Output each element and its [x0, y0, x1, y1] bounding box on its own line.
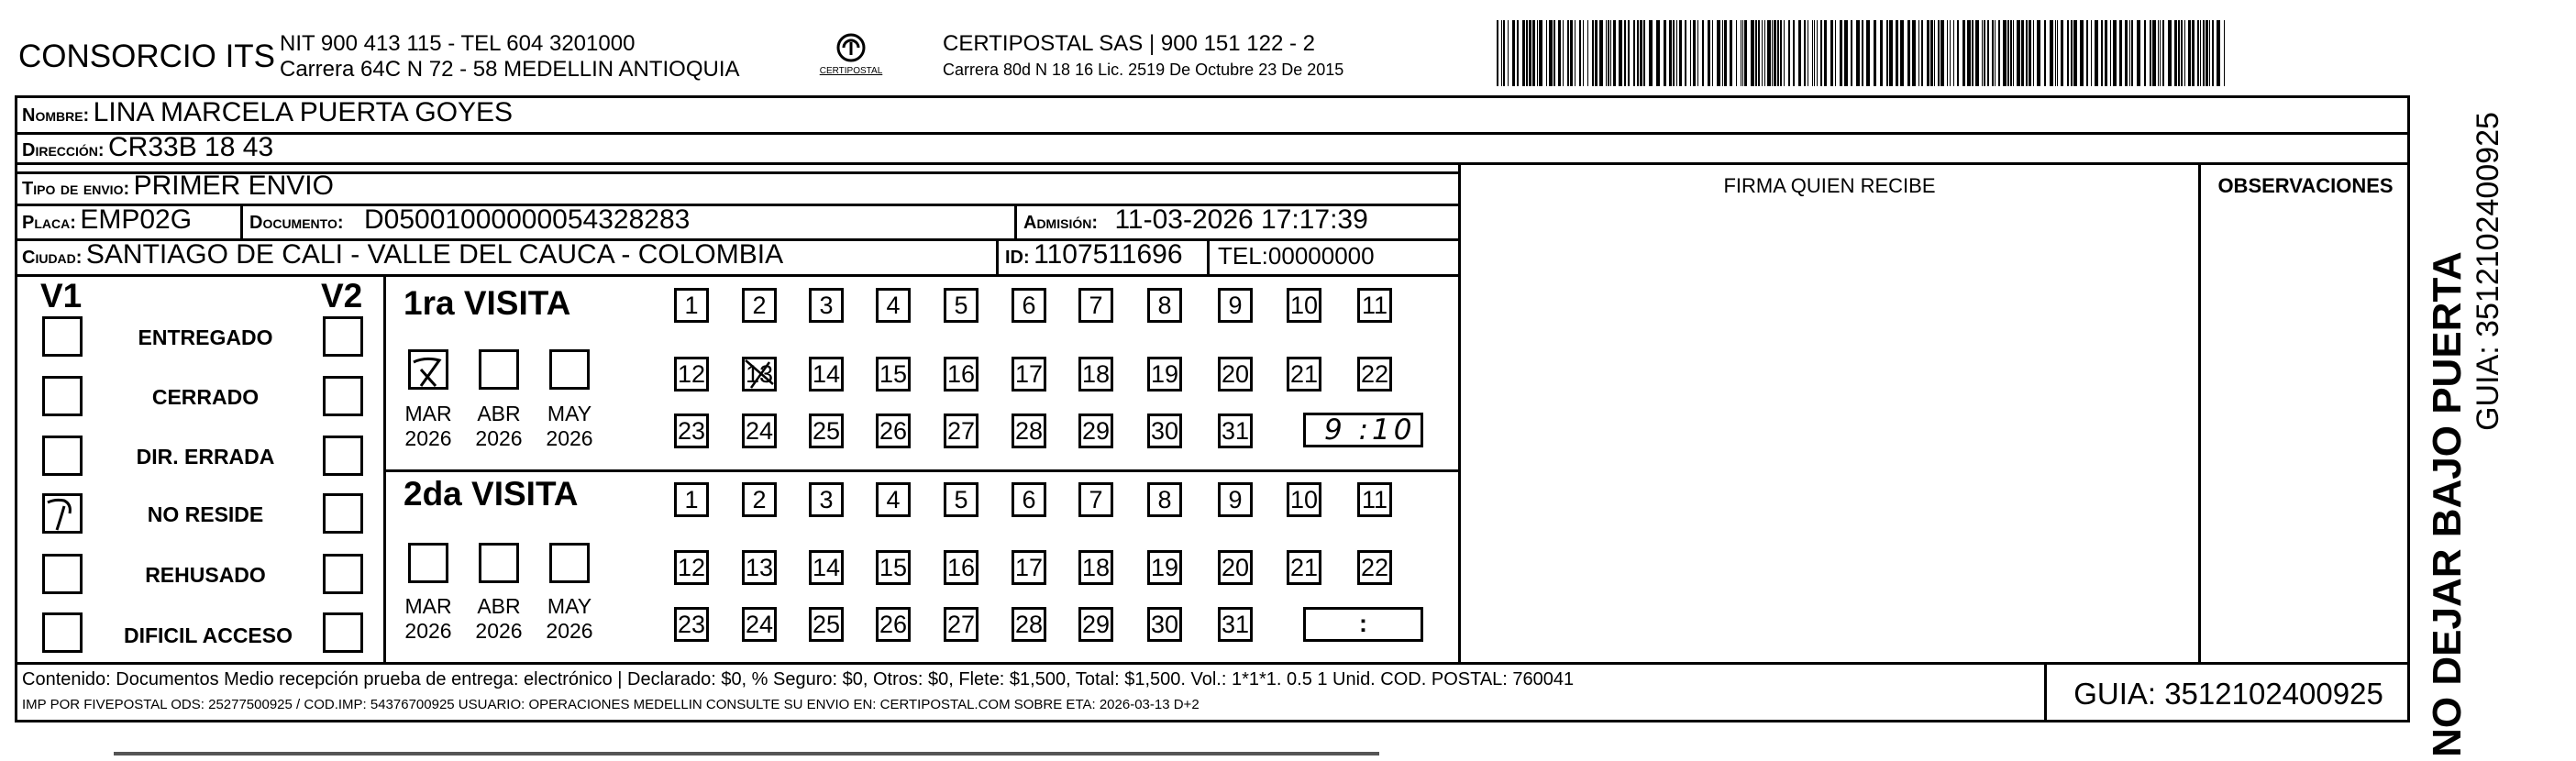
visit-2-day-31[interactable]: 31 [1218, 607, 1253, 642]
visit-1-day-26[interactable]: 26 [876, 414, 911, 448]
visit-1-day-13[interactable]: 13 [742, 357, 777, 392]
visit-1-day-25[interactable]: 25 [809, 414, 844, 448]
documento-value: D05001000000054328283 [363, 204, 691, 235]
visit-2-day-18[interactable]: 18 [1078, 550, 1113, 585]
logo-text: CERTIPOSTAL [819, 66, 883, 76]
v2-checkbox-entregado[interactable] [323, 316, 363, 357]
visit-1-day-1[interactable]: 1 [674, 288, 709, 323]
v2-checkbox-rehusado[interactable] [323, 554, 363, 594]
visit-1-day-8[interactable]: 8 [1147, 288, 1182, 323]
visit-1-day-17[interactable]: 17 [1012, 357, 1046, 392]
visit-1-month-may: MAY 2026 [546, 402, 593, 450]
visit-2-day-19[interactable]: 19 [1147, 550, 1182, 585]
direccion-label: Dirección: [22, 140, 105, 160]
visit-2-month-may-box[interactable] [549, 543, 590, 583]
visit-1-day-7[interactable]: 7 [1078, 288, 1113, 323]
visit-2-day-29[interactable]: 29 [1078, 607, 1113, 642]
visit-2-day-24[interactable]: 24 [742, 607, 777, 642]
tel-cell [1218, 242, 1375, 270]
v1-label: V1 [40, 277, 83, 314]
nit-line: NIT 900 413 115 - TEL 604 3201000 [280, 31, 636, 56]
visit-1-day-24[interactable]: 24 [742, 414, 777, 448]
visit-2-day-28[interactable]: 28 [1012, 607, 1046, 642]
visit-2-day-2[interactable]: 2 [742, 482, 777, 517]
ciudad-cell [22, 239, 783, 270]
visit-1-month-abr: ABR 2026 [475, 402, 523, 450]
placa-value: EMP02G [80, 204, 193, 235]
visit-1-day-31[interactable]: 31 [1218, 414, 1253, 448]
visit-2-day-20[interactable]: 20 [1218, 550, 1253, 585]
visit-1-day-20[interactable]: 20 [1218, 357, 1253, 392]
visit-2-day-25[interactable]: 25 [809, 607, 844, 642]
visit-1-day-3[interactable]: 3 [809, 288, 844, 323]
visit-2-day-13[interactable]: 13 [742, 550, 777, 585]
visit-1-day-27[interactable]: 27 [944, 414, 978, 448]
certipostal-line1: CERTIPOSTAL SAS | 900 151 122 - 2 [943, 31, 1315, 56]
documento-cell [249, 204, 690, 236]
visit-2-day-23[interactable]: 23 [674, 607, 709, 642]
visit-2-day-30[interactable]: 30 [1147, 607, 1182, 642]
nombre-value: LINA MARCELA PUERTA GOYES [93, 97, 514, 127]
visit-2-month-mar-box[interactable] [408, 543, 448, 583]
visit-1-day-4[interactable]: 4 [876, 288, 911, 323]
visit-2-day-10[interactable]: 10 [1287, 482, 1321, 517]
visit-2-day-8[interactable]: 8 [1147, 482, 1182, 517]
v2-checkbox-no-reside[interactable] [323, 493, 363, 534]
certipostal-logo [805, 31, 897, 82]
visit-2-day-4[interactable]: 4 [876, 482, 911, 517]
visit-2-day-9[interactable]: 9 [1218, 482, 1253, 517]
firma-header: FIRMA QUIEN RECIBE [1723, 174, 1936, 197]
v2-label: V2 [321, 277, 363, 314]
documento-label: Documento: [249, 213, 344, 233]
barcode [1497, 20, 2226, 86]
v1-checkbox-dificil-acceso[interactable] [42, 612, 83, 653]
visit-2-month-abr-box[interactable] [479, 543, 519, 583]
certipostal-line2: Carrera 80d N 18 16 Lic. 2519 De Octubre 23 De 2015 [943, 61, 1344, 79]
visit-2-day-16[interactable]: 16 [944, 550, 978, 585]
tel-value: 00000000 [1267, 242, 1375, 270]
tipo-envio-label: Tipo de envio: [22, 179, 130, 199]
visit-1-day-9[interactable]: 9 [1218, 288, 1253, 323]
handwritten-check-icon [408, 349, 448, 390]
placa-label: Placa: [22, 213, 76, 233]
visit-1-day-6[interactable]: 6 [1012, 288, 1046, 323]
tipo-envio-row [22, 171, 334, 202]
side-guia-text: GUIA: 3512102400925 [2471, 112, 2505, 431]
visit-2-day-6[interactable]: 6 [1012, 482, 1046, 517]
visit-1-time-box[interactable] [1303, 413, 1423, 447]
visit-1-day-22[interactable]: 22 [1357, 357, 1392, 392]
visit-1-day-14[interactable]: 14 [809, 357, 844, 392]
visit-1-day-12[interactable]: 12 [674, 357, 709, 392]
id-cell [1005, 239, 1183, 270]
visit-2-month-may: MAY 2026 [546, 594, 593, 643]
v1-checkbox-rehusado[interactable] [42, 554, 83, 594]
visit-2-day-17[interactable]: 17 [1012, 550, 1046, 585]
nombre-label: Nombre: [22, 105, 90, 126]
visit-1-day-28[interactable]: 28 [1012, 414, 1046, 448]
visit-2-title: 2da VISITA [404, 475, 579, 513]
visit-1-title: 1ra VISITA [404, 284, 571, 322]
visit-1-day-11[interactable]: 11 [1357, 288, 1392, 323]
observaciones-header: OBSERVACIONES [2217, 174, 2394, 197]
v1-checkbox-no-reside[interactable] [42, 493, 83, 534]
visit-1-day-19[interactable]: 19 [1147, 357, 1182, 392]
status-cerrado: CERRADO [151, 385, 260, 409]
status-no-reside: NO RESIDE [147, 502, 264, 526]
footer-imp-line: IMP POR FIVEPOSTAL ODS: 25277500925 / COD.IMP: 54376700925 USUARIO: OPERACIONES MEDELLIN CONSULTE SU ENVIO EN: CERTIPOSTAL.COM SOBRE ETA: 2026-03-13 D+2 [22, 697, 1200, 712]
visit-1-day-5[interactable]: 5 [944, 288, 978, 323]
visit-1-day-18[interactable]: 18 [1078, 357, 1113, 392]
v2-checkbox-dir-errada[interactable] [323, 436, 363, 476]
side-warning: NO DEJAR BAJO PUERTA GUIA: 3512102400925 [2412, 95, 2568, 722]
visit-1-day-21[interactable]: 21 [1287, 357, 1321, 392]
address-line: Carrera 64C N 72 - 58 MEDELLIN ANTIOQUIA [280, 57, 740, 82]
visit-1-day-30[interactable]: 30 [1147, 414, 1182, 448]
visit-1-day-23[interactable]: 23 [674, 414, 709, 448]
nombre-row [22, 97, 513, 128]
visit-2-day-15[interactable]: 15 [876, 550, 911, 585]
v1-checkbox-cerrado[interactable] [42, 376, 83, 416]
visit-2-day-11[interactable]: 11 [1357, 482, 1392, 517]
bottom-rule [114, 752, 1379, 755]
footer-guia: GUIA: 3512102400925 [2073, 677, 2383, 711]
visit-2-time-box[interactable] [1303, 607, 1423, 642]
visit-1-month-mar: MAR 2026 [404, 402, 452, 450]
v1-checkbox-dir-errada[interactable] [42, 436, 83, 476]
direccion-value: CR33B 18 43 [108, 132, 274, 162]
visit-2-day-5[interactable]: 5 [944, 482, 978, 517]
id-value: 1107511696 [1034, 239, 1183, 270]
id-label: ID: [1005, 248, 1030, 268]
admision-value: 11-03-2026 17:17:39 [1114, 204, 1368, 235]
status-entregado: ENTREGADO [138, 325, 273, 349]
direccion-row [22, 132, 273, 163]
visit-2-month-abr: ABR 2026 [475, 594, 523, 643]
visit-1-month-mar-box[interactable] [408, 349, 448, 390]
admision-label: Admisión: [1023, 213, 1098, 233]
visit-2-day-3[interactable]: 3 [809, 482, 844, 517]
admision-cell [1023, 204, 1368, 236]
visit-1-day-29[interactable]: 29 [1078, 414, 1113, 448]
ciudad-value: SANTIAGO DE CALI - VALLE DEL CAUCA - COLOMBIA [85, 239, 784, 270]
visit-2-day-7[interactable]: 7 [1078, 482, 1113, 517]
handwritten-check-icon [42, 493, 83, 534]
visit-1-month-abr-box[interactable] [479, 349, 519, 390]
visit-2-time: : [1359, 610, 1367, 637]
v2-checkbox-dificil-acceso[interactable] [323, 612, 363, 653]
visit-2-day-1[interactable]: 1 [674, 482, 709, 517]
visit-1-time: 9 :10 [1324, 414, 1416, 447]
placa-cell [22, 204, 192, 236]
handwritten-cross-icon [742, 357, 777, 392]
visit-2-day-27[interactable]: 27 [944, 607, 978, 642]
status-rehusado: REHUSADO [145, 563, 266, 587]
tel-label: TEL: [1218, 242, 1268, 270]
v1-checkbox-entregado[interactable] [42, 316, 83, 357]
visit-1-day-15[interactable]: 15 [876, 357, 911, 392]
ciudad-label: Ciudad: [22, 248, 83, 268]
status-dificil-acceso: DIFICIL ACCESO [123, 623, 293, 647]
visit-1-day-2[interactable]: 2 [742, 288, 777, 323]
visit-1-day-16[interactable]: 16 [944, 357, 978, 392]
company-name: CONSORCIO ITS [18, 39, 276, 74]
tipo-envio-value: PRIMER ENVIO [133, 171, 334, 201]
visit-1-month-may-box[interactable] [549, 349, 590, 390]
visit-2-day-22[interactable]: 22 [1357, 550, 1392, 585]
footer-content-line: Contenido: Documentos Medio recepción prueba de entrega: electrónico | Declarado: $0, % Seguro: $0, Otros: $0, Flete: $1,500, Total: $1,500. Vol.: 1*1*1. 0.5 1 Unid. COD. POSTAL: 760041 [22, 669, 1575, 689]
visit-2-day-14[interactable]: 14 [809, 550, 844, 585]
visit-2-month-mar: MAR 2026 [404, 594, 452, 643]
visit-2-day-26[interactable]: 26 [876, 607, 911, 642]
v2-checkbox-cerrado[interactable] [323, 376, 363, 416]
visit-2-day-21[interactable]: 21 [1287, 550, 1321, 585]
status-dir-errada: DIR. ERRADA [136, 445, 275, 469]
visit-1-day-10[interactable]: 10 [1287, 288, 1321, 323]
visit-2-day-12[interactable]: 12 [674, 550, 709, 585]
